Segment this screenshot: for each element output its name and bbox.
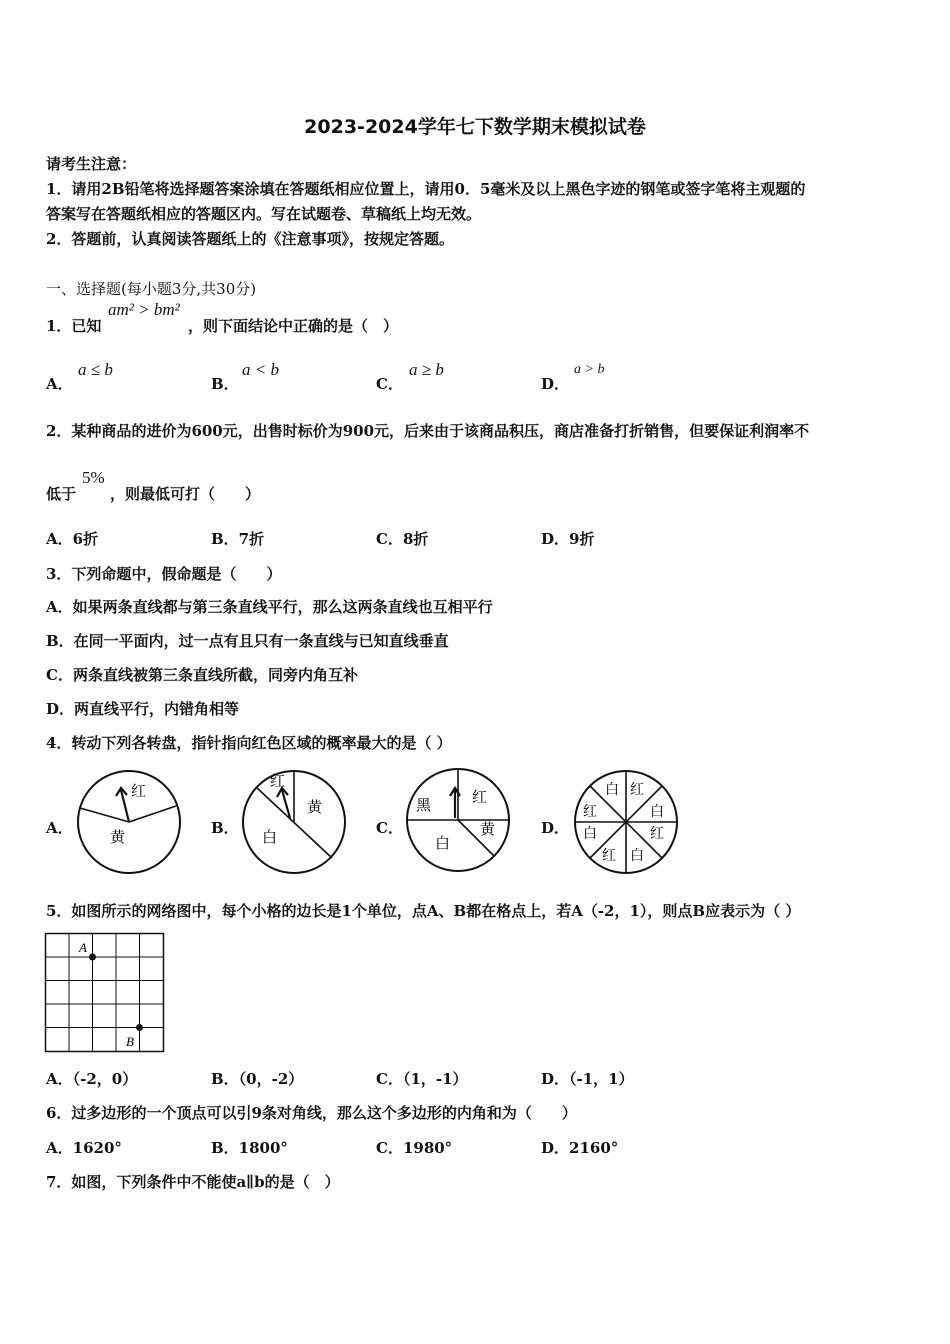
spinner-c-label-black: 黑 (416, 796, 432, 814)
q2-stem-pre: 低于 (46, 485, 77, 503)
q6-option-c: C．1980° (376, 1139, 453, 1157)
q1-option-d-math: a > b (574, 362, 605, 377)
q4-option-d-label: D． (541, 819, 570, 837)
q1-option-c-math: a ≥ b (409, 360, 444, 379)
q1-formula: am² > bm² (108, 300, 180, 319)
spinner-d-label-1: 白 (605, 782, 619, 798)
point-b (136, 1024, 143, 1031)
spinner-b-label-yellow: 黄 (307, 798, 323, 816)
q5-grid-lines (46, 934, 164, 1052)
q1-option-d-label: D． (541, 375, 570, 393)
q4-option-b-label: B． (211, 819, 239, 837)
q2-option-d: D．9折 (541, 530, 595, 548)
spinner-d-label-2: 红 (630, 782, 644, 798)
spinner-b-label-white: 白 (262, 828, 278, 846)
spinner-a (72, 768, 186, 876)
q3-option-b: B．在同一平面内，过一点有且只有一条直线与已知直线垂直 (46, 632, 449, 650)
spinner-d-label-6: 红 (602, 848, 616, 864)
spinner-d-label-4: 红 (650, 826, 664, 842)
q3-option-a: A．如果两条直线都与第三条直线平行，那么这两条直线也互相平行 (46, 598, 493, 616)
q3-stem: 3．下列命题中，假命题是（ ） (46, 565, 282, 583)
spinner-c-label-white: 白 (435, 834, 451, 852)
q5-option-a: A．（-2，0） (46, 1070, 138, 1088)
q5-stem: 5．如图所示的网络图中，每个小格的边长是1个单位，点A、B都在格点上，若A（-2，1），则点B应表示为（ ） (46, 902, 801, 920)
q2-stem-post: ，则最低可打（ ） (110, 485, 261, 503)
spinner-d-label-3: 白 (650, 804, 664, 820)
q3-option-c: C．两条直线被第三条直线所截，同旁内角互补 (46, 666, 358, 684)
q6-stem: 6．过多边形的一个顶点可以引9条对角线，那么这个多边形的内角和为（ ） (46, 1104, 577, 1122)
q1-stem-post: ，则下面结论中正确的是（ ） (188, 317, 399, 335)
section-heading: 一、选择题(每小题3分,共30分) (46, 280, 257, 298)
q7-stem: 7．如图，下列条件中不能使a∥b的是（ ） (46, 1173, 340, 1191)
spinner-c-label-red: 红 (472, 788, 488, 806)
q5-grid (44, 932, 168, 1056)
q6-option-a: A．1620° (46, 1139, 122, 1157)
spinner-a-divider-1 (80, 808, 129, 822)
q4-stem: 4．转动下列各转盘，指针指向红色区域的概率最大的是（ ） (46, 734, 452, 752)
spinner-a-label-yellow: 黄 (110, 828, 126, 846)
spinner-b (237, 768, 351, 876)
q2-stem-line-1: 2．某种商品的进价为600元，出售时标价为900元，后来由于该商品积压，商店准备打折销售，但要保证利润率不 (46, 422, 810, 440)
q4-option-a-label: A． (46, 819, 73, 837)
spinner-c (402, 766, 516, 874)
notice-heading: 请考生注意： (46, 155, 137, 173)
notice-line-1b: 答案写在答题纸相应的答题区内。写在试题卷、草稿纸上均无效。 (46, 205, 482, 223)
q4-option-c-label: C． (376, 819, 403, 837)
q2-option-b: B．7折 (211, 530, 265, 548)
page-title: 2023-2024学年七下数学期末模拟试卷 (304, 116, 646, 138)
q5-option-b: B．（0，-2） (211, 1070, 304, 1088)
spinner-d (572, 768, 682, 876)
q1-option-b-math: a < b (242, 360, 279, 379)
spinner-a-label-red: 红 (131, 782, 147, 800)
point-a-label: A (79, 940, 87, 955)
q2-percent: 5% (82, 468, 105, 487)
spinner-d-label-7: 白 (583, 826, 597, 842)
q5-option-d: D．（-1，1） (541, 1070, 634, 1088)
notice-line-2: 2．答题前，认真阅读答题纸上的《注意事项》，按规定答题。 (46, 230, 454, 248)
q6-option-d: D．2160° (541, 1139, 619, 1157)
spinner-d-label-8: 红 (583, 804, 597, 820)
q2-option-a: A．6折 (46, 530, 99, 548)
point-a (89, 954, 96, 961)
q1-option-a-label: A． (46, 375, 73, 393)
point-b-label: B (126, 1034, 134, 1049)
spinner-d-label-5: 白 (630, 848, 644, 864)
spinner-b-label-red: 红 (270, 772, 286, 790)
q3-option-d: D．两直线平行，内错角相等 (46, 700, 240, 718)
q5-option-c: C．（1，-1） (376, 1070, 468, 1088)
notice-line-1: 1．请用2B铅笔将选择题答案涂填在答题纸相应位置上，请用0．5毫米及以上黑色字迹的钢笔或签字笔将主观题的 (46, 180, 806, 198)
spinner-a-pointer (121, 790, 129, 822)
q1-stem-pre: 1．已知 (46, 317, 102, 335)
spinner-c-label-yellow: 黄 (480, 820, 496, 838)
q6-option-b: B．1800° (211, 1139, 288, 1157)
spinner-a-divider-2 (129, 806, 176, 822)
q1-option-a-math: a ≤ b (78, 360, 113, 379)
q2-option-c: C．8折 (376, 530, 429, 548)
q1-option-b-label: B． (211, 375, 239, 393)
q1-option-c-label: C． (376, 375, 403, 393)
